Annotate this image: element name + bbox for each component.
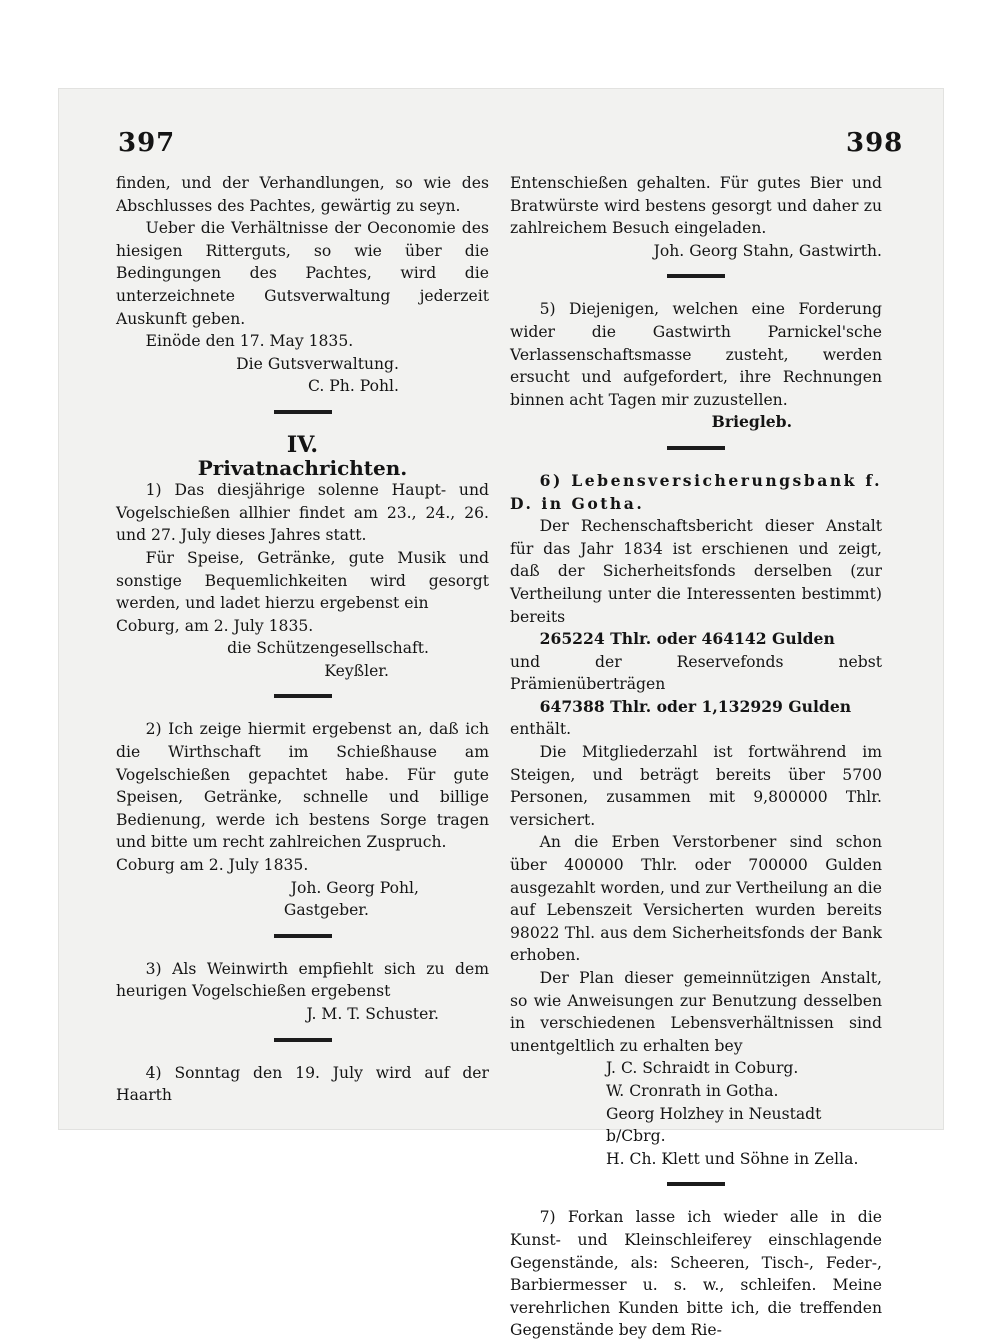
agent-line: J. C. Schraidt in Coburg. xyxy=(606,1059,799,1078)
signature: Joh. Georg Pohl, xyxy=(290,878,419,897)
separator-rule xyxy=(274,1038,332,1042)
section-heading: 6) Lebensversicherungsbank f. D. in Gotha. xyxy=(510,470,882,513)
paragraph: Der Rechenschaftsbericht dieser Anstalt für das Jahr 1834 ist erschienen und zeigt, daß der Sicherheitsfonds derselben (zur Vertheilung unter die Interessenten bestimmt) bereits xyxy=(510,517,882,626)
agent-line: W. Cronrath in Gotha. xyxy=(606,1081,779,1100)
agent-line: Georg Holzhey in Neustadt b/Cbrg. xyxy=(606,1104,822,1146)
agent-line: H. Ch. Klett und Söhne in Zella. xyxy=(606,1149,859,1168)
paragraph: Die Mitgliederzahl ist fortwährend im Steigen, und beträgt bereits über 5700 Personen, zusammen mit 9,800000 Thlr. versichert. xyxy=(510,743,882,829)
date-line: Einöde den 17. May 1835. xyxy=(145,332,354,351)
paragraph: Entenschießen gehalten. Für gutes Bier und Bratwürste wird bestens gesorgt und daher zu zahlreichem Besuch eingeladen. xyxy=(510,174,882,238)
date-line: Coburg am 2. July 1835. xyxy=(116,856,309,875)
paragraph: Für Speise, Getränke, gute Musik und sonstige Bequemlichkeiten wird gesorgt werden, und ladet hierzu ergebenst ein xyxy=(116,548,489,613)
page-number-right: 398 xyxy=(846,128,904,158)
paragraph: 2) Ich zeige hiermit ergebenst an, daß ich die Wirthschaft im Schießhause am Vogelschießen gepachtet habe. Für gute Speisen, Getränke, schnelle und billige Bedienung, werde ich bestens Sorge tragen und bitte um recht zahlreichen Zuspruch. xyxy=(116,720,489,852)
figure-line: 647388 Thlr. oder 1,132929 Gulden xyxy=(539,696,852,716)
figure-line: 265224 Thlr. oder 464142 Gulden xyxy=(539,629,835,649)
page-number-left: 397 xyxy=(118,128,176,158)
section-number: IV. xyxy=(286,431,319,458)
separator-rule xyxy=(667,1182,725,1186)
signature: Joh. Georg Stahn, Gastwirth. xyxy=(653,241,882,260)
separator-rule xyxy=(667,274,725,278)
signature: Die Gutsverwaltung. xyxy=(236,354,399,373)
paragraph: 4) Sonntag den 19. July wird auf der Haarth xyxy=(116,1063,489,1105)
paragraph: enthält. xyxy=(510,720,572,739)
separator-rule xyxy=(667,446,725,450)
date-line: Coburg, am 2. July 1835. xyxy=(116,616,314,635)
section-title: Privatnachrichten. xyxy=(197,455,408,480)
paragraph: An die Erben Verstorbener sind schon über 400000 Thlr. oder 700000 Gulden ausgezahlt worden, und zur Vertheilung an die auf Lebenszeit Versicherten wurden bereits 98022 Thl. aus dem Sicherheitsfonds der Bank erhoben. xyxy=(510,833,882,965)
signature: Gastgeber. xyxy=(283,901,369,920)
signature: Briegleb. xyxy=(711,412,792,432)
paragraph: und der Reservefonds nebst Prämienüberträgen xyxy=(510,652,882,694)
paragraph: 1) Das diesjährige solenne Haupt- und Vogelschießen allhier findet am 23., 24., 26. und 27. July dieses Jahres statt. xyxy=(116,481,489,545)
paragraph: Ueber die Verhältnisse der Oeconomie des hiesigen Ritterguts, so wie über die Bedingungen des Pachtes, wird die unterzeichnete Gutsverwaltung jederzeit Auskunft geben. xyxy=(116,219,489,328)
right-column xyxy=(510,172,882,1342)
signature: J. M. T. Schuster. xyxy=(306,1005,439,1023)
left-column xyxy=(116,172,489,1107)
paragraph: 5) Diejenigen, welchen eine Forderung wider die Gastwirth Parnickel'sche Verlassenschaftsmasse zusteht, werden ersucht und aufgefordert, ihre Rechnungen binnen acht Tagen mir zuzustellen. xyxy=(510,300,882,409)
separator-rule xyxy=(274,934,332,938)
signature: die Schützengesellschaft. xyxy=(227,639,429,658)
separator-rule xyxy=(274,694,332,698)
paragraph: 7) Forkan lasse ich wieder alle in die Kunst- und Kleinschleiferey einschlagende Gegenstände, als: Scheeren, Tisch-, Feder-, Barbiermesser u. s. w., schleifen. Meine verehrlichen Kunden bitte ich, die treffenden Gegenstände bey dem Rie- xyxy=(510,1208,882,1340)
paragraph: Der Plan dieser gemeinnützigen Anstalt, so wie Anweisungen zur Benutzung desselben in verschiedenen Lebensverhältnissen sind unentgeltlich zu erhalten bey xyxy=(510,969,882,1055)
paragraph: finden, und der Verhandlungen, so wie des Abschlusses des Pachtes, gewärtig zu seyn. xyxy=(116,174,489,215)
signature: Keyßler. xyxy=(324,661,389,680)
paragraph: 3) Als Weinwirth empfiehlt sich zu dem heurigen Vogelschießen ergebenst xyxy=(116,959,489,1001)
signature: C. Ph. Pohl. xyxy=(308,377,399,396)
separator-rule xyxy=(274,410,332,414)
